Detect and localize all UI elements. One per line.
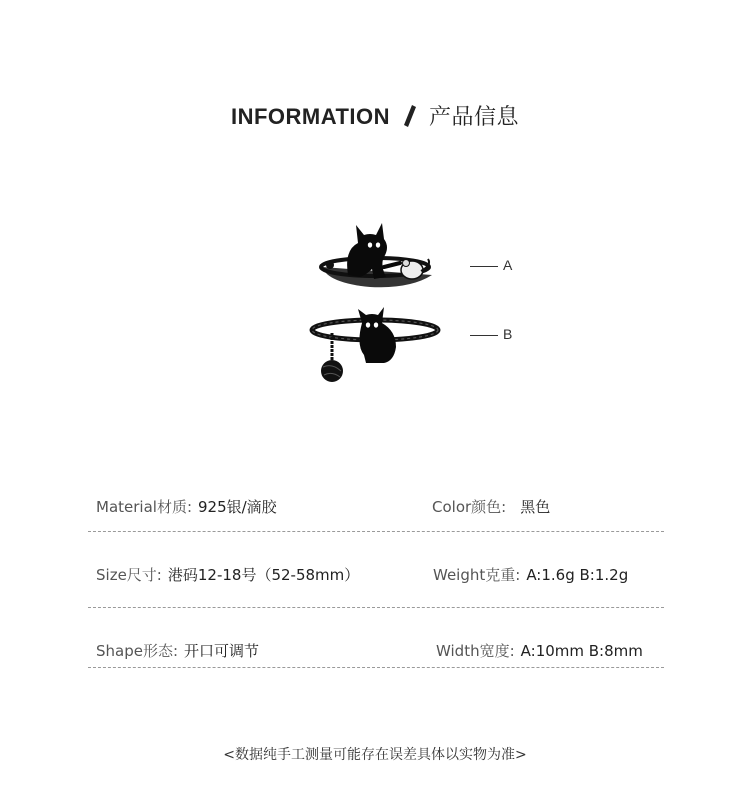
spec-value: 开口可调节 — [184, 642, 260, 660]
spec-key: Weight克重: — [433, 566, 521, 584]
callout-line-a — [470, 266, 498, 267]
spec-value: 港码12-18号（52-58mm） — [167, 566, 360, 584]
spec-width — [436, 640, 643, 661]
spec-size — [96, 564, 359, 585]
measurement-disclaimer: <数据纯手工测量可能存在误差具体以实物为准> — [223, 747, 527, 763]
spec-value: 黑色 — [520, 498, 551, 516]
spec-key: Material材质: — [96, 498, 192, 516]
title-chinese: 产品信息 — [429, 105, 520, 130]
spec-key: Shape形态: — [96, 642, 179, 660]
cat-rings-illustration — [300, 205, 550, 405]
pen-slash-icon — [404, 105, 416, 127]
callout-label-a: A — [503, 257, 513, 273]
callout-label-b: B — [503, 326, 513, 342]
spec-value: A:10mm B:8mm — [520, 642, 643, 660]
ring-product-image — [300, 205, 550, 405]
spec-key: Width宽度: — [436, 642, 515, 660]
spec-material — [96, 496, 277, 517]
spec-value: A:1.6g B:1.2g — [526, 566, 629, 584]
spec-shape — [96, 640, 259, 661]
divider — [88, 667, 664, 668]
spec-weight — [433, 564, 628, 585]
spec-key: Size尺寸: — [96, 566, 162, 584]
callout-line-b — [470, 335, 498, 336]
spec-value: 925银/滴胶 — [198, 498, 277, 516]
title-english: INFORMATION — [230, 104, 391, 129]
spec-color — [432, 496, 550, 517]
section-title — [0, 100, 750, 131]
spec-key: Color颜色: — [432, 498, 507, 516]
divider — [88, 607, 664, 608]
divider — [88, 531, 664, 532]
